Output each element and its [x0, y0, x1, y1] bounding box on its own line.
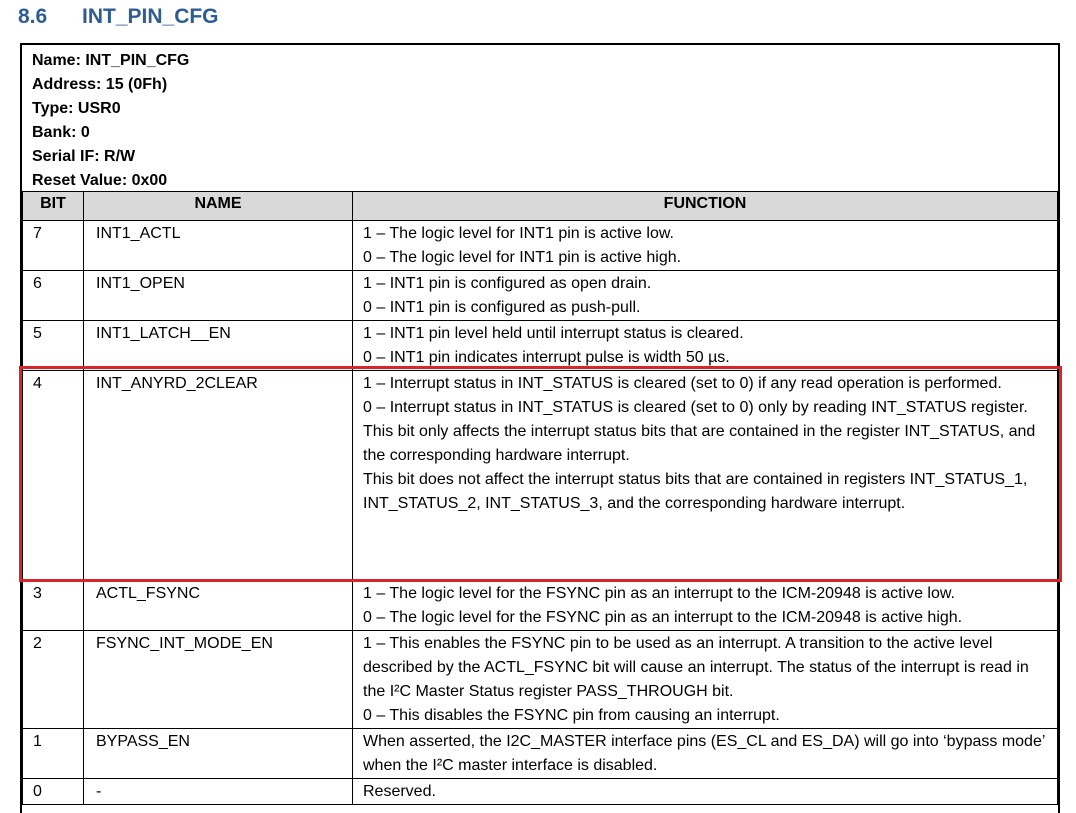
function-line: 1 – INT1 pin level held until interrupt status is cleared.: [363, 325, 744, 342]
bit-cell: [23, 371, 84, 581]
register-reset-value: Reset Value: 0x00: [32, 172, 168, 189]
field-name: -: [96, 783, 102, 800]
function-line: 1 – INT1 pin is configured as open drain.: [363, 275, 652, 292]
register-address: Address: 15 (0Fh): [32, 76, 168, 93]
function-line: Reserved.: [363, 783, 436, 800]
name-cell: [84, 371, 353, 581]
register-serial-if: Serial IF: R/W: [32, 148, 136, 165]
function-line: 1 – The logic level for INT1 pin is active low.: [363, 225, 674, 242]
bit-value: 4: [33, 375, 42, 392]
section-heading: [18, 2, 219, 32]
function-line: 0 – This disables the FSYNC pin from causing an interrupt.: [363, 707, 780, 724]
bit-value: 6: [33, 275, 42, 292]
function-line: This bit does not affect the interrupt status bits that are contained in registers INT_STATUS_1, INT_STATUS_2, INT_STATUS_3, and the corresponding hardware interrupt.: [363, 471, 1028, 512]
bit-cell: [23, 271, 84, 321]
table-row: [23, 321, 1058, 371]
function-line: 0 – The logic level for INT1 pin is active high.: [363, 249, 682, 266]
field-name: INT1_OPEN: [96, 275, 185, 292]
bit-cell: [23, 729, 84, 779]
function-text: [363, 730, 1047, 778]
function-cell: [353, 221, 1058, 271]
function-line: When asserted, the I2C_MASTER interface pins (ES_CL and ES_DA) will go into ‘bypass mode’ when the I²C master interface is disabled.: [363, 733, 1045, 774]
bit-cell: [23, 581, 84, 631]
register-metadata: [22, 45, 1058, 191]
bit-value: 5: [33, 325, 42, 342]
table-row: [23, 729, 1058, 779]
function-text: [363, 780, 1047, 804]
table-row: [23, 221, 1058, 271]
field-name: INT1_LATCH__EN: [96, 325, 231, 342]
bit-field-table: [22, 191, 1058, 805]
name-cell: [84, 729, 353, 779]
bit-value: 1: [33, 733, 42, 750]
name-cell: [84, 581, 353, 631]
register-table: [20, 43, 1060, 813]
field-name: ACTL_FSYNC: [96, 585, 201, 602]
register-type: Type: USR0: [32, 100, 121, 117]
bit-value: 7: [33, 225, 42, 242]
function-cell: [353, 271, 1058, 321]
name-cell: [84, 221, 353, 271]
function-line: 0 – INT1 pin is configured as push-pull.: [363, 299, 641, 316]
name-cell: [84, 271, 353, 321]
function-line: 0 – Interrupt status in INT_STATUS is cleared (set to 0) only by reading INT_STATUS register.: [363, 399, 1028, 416]
name-cell: [84, 631, 353, 729]
table-header-row: [23, 192, 1058, 221]
bit-cell: [23, 221, 84, 271]
name-cell: [84, 321, 353, 371]
function-line: 1 – The logic level for the FSYNC pin as an interrupt to the ICM-20948 is active low.: [363, 585, 955, 602]
function-line: 1 – Interrupt status in INT_STATUS is cleared (set to 0) if any read operation is performed.: [363, 375, 1002, 392]
field-name: INT1_ACTL: [96, 225, 181, 242]
function-cell: [353, 631, 1058, 729]
field-name: BYPASS_EN: [96, 733, 190, 750]
table-row: [23, 271, 1058, 321]
table-row: [23, 631, 1058, 729]
bit-cell: [23, 321, 84, 371]
section-title: INT_PIN_CFG: [82, 5, 219, 28]
function-text: [363, 632, 1047, 728]
function-text: [363, 372, 1047, 580]
bit-value: 2: [33, 635, 42, 652]
function-text: [363, 322, 1047, 370]
section-number: 8.6: [18, 5, 48, 28]
bit-value: 3: [33, 585, 42, 602]
register-name: Name: INT_PIN_CFG: [32, 52, 190, 69]
function-cell: [353, 729, 1058, 779]
function-line: 1 – This enables the FSYNC pin to be used as an interrupt. A transition to the active level described by the ACTL_FSYNC bit will cause an interrupt. The status of the interrupt is read in the I²C Master Status register PASS_THROUGH bit.: [363, 635, 1029, 700]
function-line: 0 – INT1 pin indicates interrupt pulse is width 50 µs.: [363, 349, 730, 366]
register-bank: Bank: 0: [32, 124, 90, 141]
table-row: [23, 371, 1058, 581]
function-cell: [353, 371, 1058, 581]
function-cell: [353, 321, 1058, 371]
function-cell: [353, 581, 1058, 631]
header-function: FUNCTION: [353, 192, 1058, 221]
bit-value: 0: [33, 783, 42, 800]
function-text: [363, 272, 1047, 320]
field-name: INT_ANYRD_2CLEAR: [96, 375, 258, 392]
header-bit: BIT: [23, 192, 84, 221]
header-name: NAME: [84, 192, 353, 221]
function-line: 0 – The logic level for the FSYNC pin as an interrupt to the ICM-20948 is active high.: [363, 609, 963, 626]
function-text: [363, 582, 1047, 630]
function-text: [363, 222, 1047, 270]
function-line: This bit only affects the interrupt status bits that are contained in the register INT_STATUS, and the corresponding hardware interrupt.: [363, 423, 1036, 464]
bit-cell: [23, 631, 84, 729]
table-row: [23, 581, 1058, 631]
field-name: FSYNC_INT_MODE_EN: [96, 635, 273, 652]
